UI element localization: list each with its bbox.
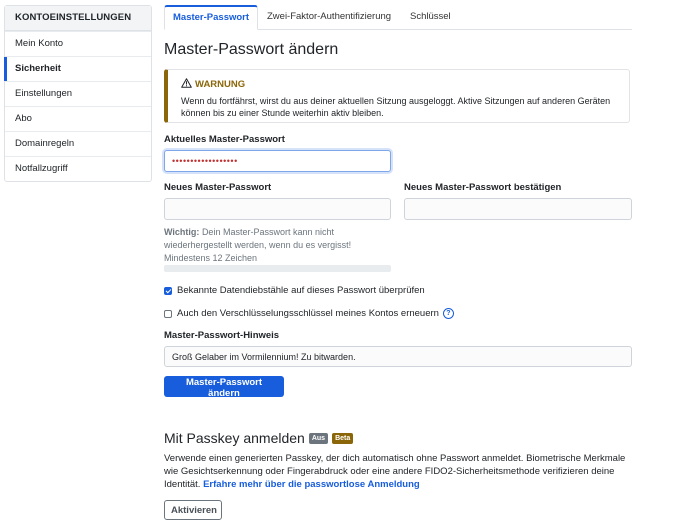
hint-field-input[interactable]	[164, 346, 632, 367]
status-badge-off: Aus	[309, 433, 328, 444]
activate-passkey-button[interactable]: Aktivieren	[164, 500, 222, 520]
sidebar-item-domainregeln[interactable]: Domainregeln	[5, 131, 151, 156]
passkey-title	[164, 430, 353, 446]
settings-sidebar	[4, 5, 152, 182]
help-important: Wichtig:	[164, 227, 200, 237]
passkey-title-text: Mit Passkey anmelden	[164, 430, 305, 446]
tab-two-factor[interactable]: Zwei-Faktor-Authentifizierung	[267, 11, 392, 22]
page-title: Master-Passwort ändern	[164, 41, 339, 58]
sidebar-item-einstellungen[interactable]: Einstellungen	[5, 81, 151, 106]
warning-icon	[181, 78, 192, 88]
password-help-text	[164, 226, 394, 265]
rotate-key-row[interactable]	[164, 308, 454, 319]
warning-title-text: WARNUNG	[195, 79, 246, 90]
tab-keys[interactable]: Schlüssel	[410, 11, 451, 22]
status-badge-beta: Beta	[332, 433, 353, 444]
sidebar-item-mein-konto[interactable]: Mein Konto	[5, 31, 151, 56]
warning-text: Wenn du fortfährst, wirst du aus deiner aktuellen Sitzung ausgeloggt. Aktive Sitzungen auf anderen Geräten können bis zu einer Stunde weiterhin aktiv bleiben.	[181, 96, 611, 118]
confirm-password-label: Neues Master-Passwort bestätigen	[404, 182, 562, 193]
password-strength-bar	[164, 265, 391, 272]
passkey-description-text: Verwende einen generierten Passkey, der dich automatisch ohne Passwort anmeldet. Biometrische Merkmale wie Gesichtserkennung oder Fingerabdruck oder eine andere FIDO2-Sicherheitsmethode verifizieren deine Identität.	[164, 453, 626, 490]
warning-title	[181, 78, 245, 90]
check-breaches-checkbox[interactable]	[164, 287, 172, 295]
current-password-label: Aktuelles Master-Passwort	[164, 134, 285, 145]
sidebar-header: KONTOEINSTELLUNGEN	[5, 6, 151, 31]
change-password-button[interactable]: Master-Passwort ändern	[164, 376, 284, 397]
rotate-key-checkbox[interactable]	[164, 310, 172, 318]
new-password-input[interactable]	[164, 198, 391, 220]
check-breaches-row[interactable]	[164, 285, 425, 296]
passkey-learn-more-link[interactable]: Erfahre mehr über die passwortlose Anmeldung	[203, 479, 420, 490]
new-password-label: Neues Master-Passwort	[164, 182, 272, 193]
current-password-input[interactable]	[164, 150, 391, 172]
passkey-description	[164, 452, 634, 491]
sidebar-item-notfallzugriff[interactable]: Notfallzugriff	[5, 156, 151, 181]
sidebar-item-abo[interactable]: Abo	[5, 106, 151, 131]
sidebar-item-sicherheit[interactable]: Sicherheit	[5, 56, 151, 81]
help-min-length: Mindestens 12 Zeichen	[164, 253, 258, 263]
check-breaches-label[interactable]: Bekannte Datendiebstähle auf dieses Passwort überprüfen	[177, 285, 425, 296]
hint-field-label: Master-Passwort-Hinweis	[164, 330, 280, 341]
question-circle-icon[interactable]: ?	[443, 308, 454, 319]
confirm-password-input[interactable]	[404, 198, 632, 220]
tab-bar	[164, 5, 632, 30]
rotate-key-label[interactable]: Auch den Verschlüsselungsschlüssel meines Kontos erneuern	[177, 308, 439, 319]
tab-master-password[interactable]: Master-Passwort	[164, 5, 258, 30]
help-warning-text: Dein Master-Passwort kann nicht wiederhergestellt werden, wenn du es vergisst!	[164, 227, 352, 250]
warning-callout	[164, 69, 630, 123]
